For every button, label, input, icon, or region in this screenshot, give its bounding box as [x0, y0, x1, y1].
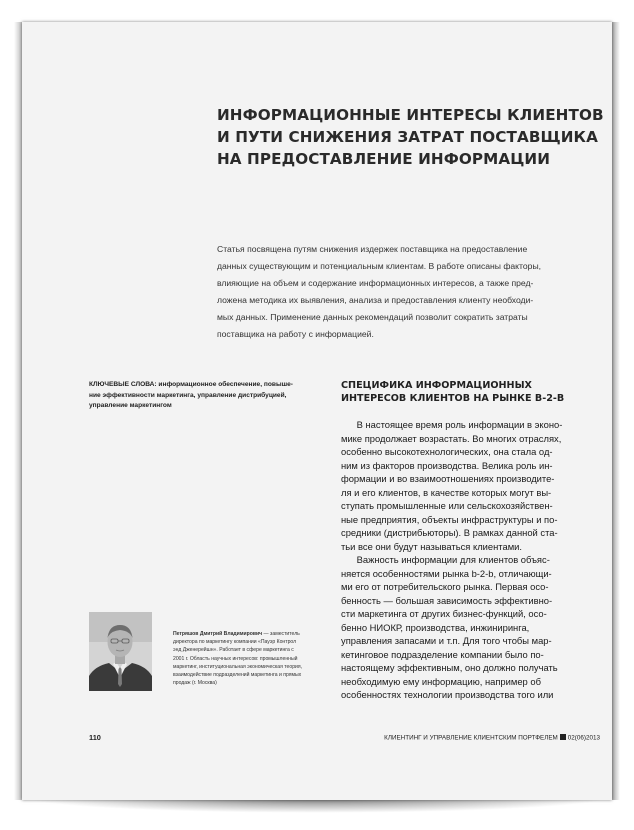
section-heading — [341, 379, 601, 405]
body-line: сти маркетинга от других бизнес-функций, осо- — [341, 608, 547, 619]
bio-line: директора по маркетингу компании «Пауэр Контрол — [173, 639, 297, 646]
keywords-line: управление маркетингом — [89, 402, 172, 409]
bio-line: маркетинг, институциональная экономическая теория, — [173, 663, 303, 670]
body-line: формации и во взаимоотношениях производите- — [341, 473, 555, 484]
bio-line: энд Дженерейшн». Работает в сфере маркетинга с — [173, 647, 294, 654]
body-line: особенностях технологии производства того или — [341, 689, 554, 700]
bio-line: 2001 г. Область научных интересов: промышленный — [173, 655, 298, 662]
abstract-line: мых данных. Применение данных рекомендаций позволит сократить затраты — [217, 312, 528, 322]
body-line: ные предприятия, объекты инфраструктуры и по- — [341, 513, 558, 525]
title-line: НА ПРЕДОСТАВЛЕНИЕ ИНФОРМАЦИИ — [217, 150, 551, 168]
body-line: тьи все они будут называться клиентами. — [341, 540, 522, 552]
abstract-line: поставщика на работу с информацией. — [217, 329, 374, 339]
issue-number: 02(06)2013 — [567, 734, 600, 742]
journal-name: КЛИЕНТИНГ И УПРАВЛЕНИЕ КЛИЕНТСКИМ ПОРТФЕЛЕМ — [384, 734, 558, 742]
author-name: Петряшов Дмитрий Владимирович — [173, 631, 263, 637]
title-line: И ПУТИ СНИЖЕНИЯ ЗАТРАТ ПОСТАВЩИКА — [217, 128, 598, 146]
title-line: ИНФОРМАЦИОННЫЕ ИНТЕРЕСЫ КЛИЕНТОВ — [217, 106, 604, 124]
bio-line — [173, 630, 343, 638]
body-line: особенно высокотехнологических, она стала од- — [341, 446, 553, 457]
body-line: В настоящее время роль информации в эконо- — [341, 419, 563, 430]
body-line: ступать промышленные или сельскохозяйствен- — [341, 500, 553, 511]
keywords-line: ние эффективности маркетинга, управление дистрибуцией, — [89, 391, 287, 399]
article-abstract — [217, 241, 587, 343]
bio-line: продаж (г. Москва) — [173, 680, 217, 687]
body-line: бенно НИОКР, производства, инжиниринга, — [341, 621, 530, 633]
body-line: средники (дистрибьюторы). В рамках данной ста- — [341, 527, 558, 538]
body-line: Важность информации для клиентов объяс- — [341, 554, 550, 565]
body-line: ми его от потребительского рынка. Первая осо- — [341, 581, 549, 592]
keywords-line: КЛЮЧЕВЫЕ СЛОВА: информационное обеспечение, повыше- — [89, 381, 293, 388]
abstract-line: Статья посвящена путям снижения издержек поставщика на предоставление — [217, 244, 528, 254]
body-line: ля и его клиентов, в качестве которых могут вы- — [341, 486, 552, 498]
author-portrait-image — [89, 612, 152, 691]
bio-text: — заместитель — [262, 631, 300, 637]
journal-page — [22, 22, 612, 800]
article-title — [217, 104, 604, 170]
abstract-line: ложена методика их выявления, анализа и предоставления клиенту необходи- — [217, 295, 534, 305]
square-bullet-icon — [560, 734, 566, 740]
keywords-block — [89, 380, 339, 412]
body-line: няется особенностями рынка b-2-b, отличающи- — [341, 567, 552, 579]
body-line: настоящему эффективным, оно должно получать — [341, 662, 558, 673]
author-bio — [173, 630, 343, 687]
abstract-line: данных существующим и потенциальным клиентам. В работе описаны факторы, — [217, 261, 542, 271]
body-line: кетинговое подразделение компании было по- — [341, 648, 544, 660]
body-line: бенность — большая зависимость эффективно- — [341, 594, 553, 606]
body-line: мике продолжает возрастать. Во многих отраслях, — [341, 432, 562, 444]
page-number: 110 — [89, 733, 101, 742]
bio-line: взаимодействие подразделений маркетинга и прямых — [173, 672, 302, 679]
body-line: ним из факторов производства. Велика роль ин- — [341, 459, 553, 471]
body-line: управления запасами и т.п. Для того чтобы мар- — [341, 635, 552, 646]
section-heading-line: ИНТЕРЕСОВ КЛИЕНТОВ НА РЫНКЕ B-2-B — [341, 393, 565, 404]
page-shadow-right — [612, 22, 620, 800]
abstract-line: влияющие на объем и содержание информационных интересов, а также пред- — [217, 278, 534, 288]
article-body — [341, 418, 599, 702]
body-line: необходимую ему информацию, например об — [341, 675, 541, 687]
running-footer — [360, 734, 600, 742]
section-heading-line: СПЕЦИФИКА ИНФОРМАЦИОННЫХ — [341, 380, 532, 391]
page-shadow-left — [14, 22, 22, 800]
author-photo — [89, 612, 152, 691]
